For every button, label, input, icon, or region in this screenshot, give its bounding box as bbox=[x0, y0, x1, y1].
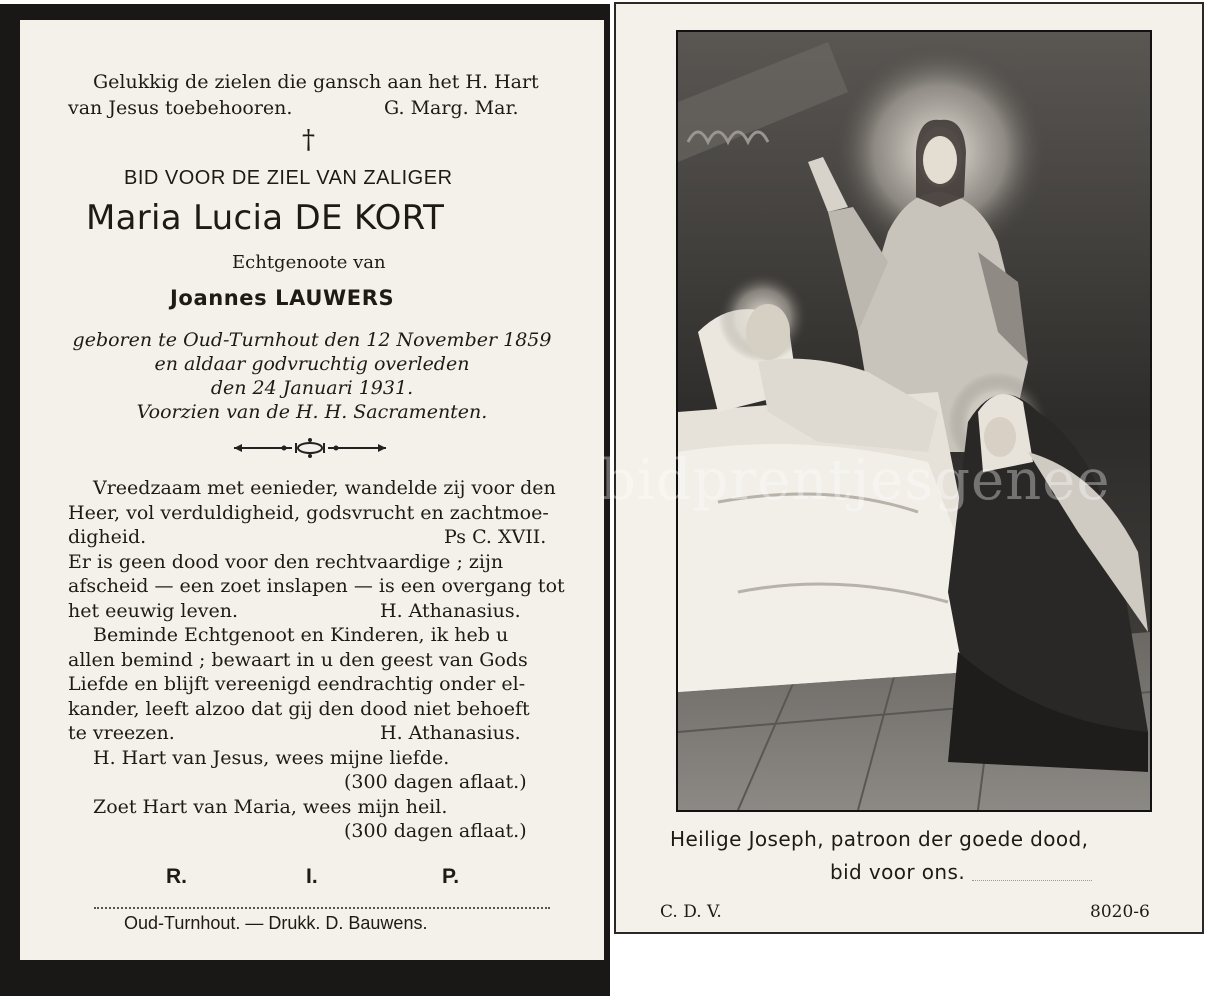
verse-line: allen bemind ; bewaart in u den geest van Gods bbox=[68, 649, 528, 671]
verse-line: Er is geen dood voor den rechtvaardige ; zijn bbox=[68, 551, 504, 573]
bio-line: den 24 Januari 1931. bbox=[210, 377, 414, 399]
verse-source: H. Athanasius. bbox=[380, 722, 521, 744]
prayer-heading: BID VOOR DE ZIEL VAN ZALIGER bbox=[124, 167, 453, 189]
verse-line: (300 dagen aflaat.) bbox=[344, 771, 527, 793]
dotted-divider bbox=[94, 907, 550, 909]
publisher-mark: C. D. V. bbox=[660, 902, 722, 922]
verse-line: het eeuwig leven. bbox=[68, 600, 238, 622]
caption-dotted-underline bbox=[972, 880, 1092, 881]
quote-line-1: Gelukkig de zielen die gansch aan het H. Hart bbox=[93, 71, 539, 93]
bio-line: en aldaar godvruchtig overleden bbox=[154, 353, 470, 375]
rip-letter: I. bbox=[306, 865, 318, 888]
item-number: 8020-6 bbox=[1090, 902, 1150, 922]
verse-line: Heer, vol verduldigheid, godsvrucht en zachtmoe- bbox=[68, 502, 549, 524]
verse-line: kander, leeft alzoo dat gij den dood niet behoeft bbox=[68, 698, 530, 720]
verse-line: te vreezen. bbox=[68, 722, 175, 744]
verse-source: Ps C. XVII. bbox=[444, 526, 547, 548]
saint-joseph-deathbed-illustration bbox=[678, 32, 1150, 810]
memorial-text-card bbox=[20, 20, 604, 960]
spouse-label: Echtgenoote van bbox=[232, 252, 386, 273]
rip-letter: R. bbox=[166, 865, 187, 888]
quote-source: G. Marg. Mar. bbox=[384, 97, 519, 119]
verse-source: H. Athanasius. bbox=[380, 600, 521, 622]
verse-line: digheid. bbox=[68, 526, 147, 548]
verse-line: afscheid — een zoet inslapen — is een overgang tot bbox=[68, 575, 565, 597]
verse-line: Zoet Hart van Maria, wees mijn heil. bbox=[93, 796, 448, 818]
caption-line-1: Heilige Joseph, patroon der goede dood, bbox=[670, 827, 1089, 851]
caption-line-2: bid voor ons. bbox=[830, 860, 966, 884]
deceased-name: Maria Lucia DE KORT bbox=[86, 198, 445, 238]
verse-line: Liefde en blijft vereenigd eendrachtig onder el- bbox=[68, 673, 526, 695]
verse-line: H. Hart van Jesus, wees mijne liefde. bbox=[93, 747, 450, 769]
verse-line: (300 dagen aflaat.) bbox=[344, 820, 527, 842]
quote-line-2: van Jesus toebehooren. bbox=[68, 97, 293, 119]
bio-line: Voorzien van de H. H. Sacramenten. bbox=[136, 401, 488, 423]
cross-icon: † bbox=[302, 125, 315, 155]
spouse-name: Joannes LAUWERS bbox=[170, 286, 395, 310]
illustration bbox=[676, 30, 1152, 812]
rip-letter: P. bbox=[442, 865, 460, 888]
printer-line: Oud-Turnhout. — Drukk. D. Bauwens. bbox=[124, 913, 428, 933]
bio-line: geboren te Oud-Turnhout den 12 November 1859 bbox=[72, 329, 552, 351]
ornament-divider-icon bbox=[230, 436, 390, 460]
verse-line: Beminde Echtgenoot en Kinderen, ik heb u bbox=[93, 624, 509, 646]
verse-line: Vreedzaam met eenieder, wandelde zij voor den bbox=[93, 477, 556, 499]
watermark: bidprentjesgenee bbox=[600, 448, 1111, 513]
